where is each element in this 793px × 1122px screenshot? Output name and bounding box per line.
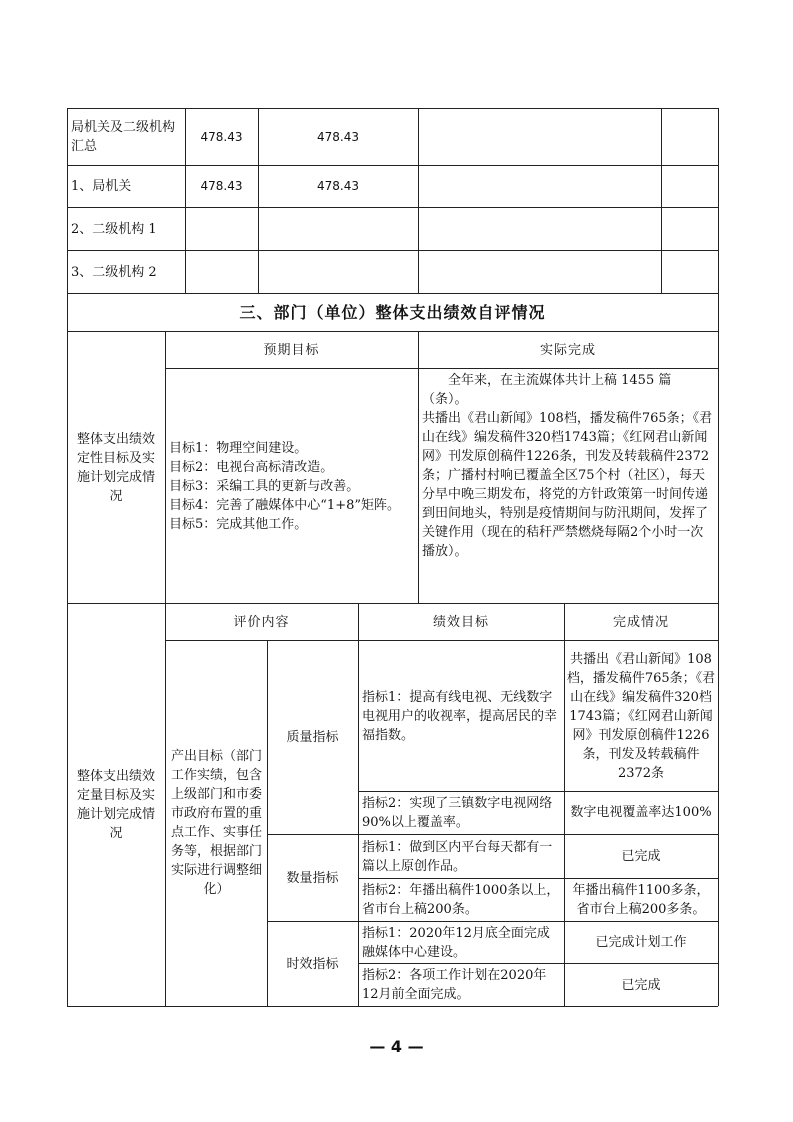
row-value: 478.43 (200, 129, 243, 144)
goal-item: 目标4：完善了融媒体中心“1+8”矩阵。 (169, 497, 400, 513)
indicator-target (362, 835, 562, 878)
row-label: 3、二级机构 2 (71, 264, 157, 280)
indicator-target-text: 指标1：做到区内平台每天都有一篇以上原创作品。 (362, 839, 553, 874)
indicator-result (566, 879, 716, 921)
indicator-result (566, 922, 716, 963)
goal-item: 目标2：电视台高标清改造。 (169, 459, 334, 475)
indicator-result-text: 已完成 (621, 849, 661, 864)
row-value (185, 209, 258, 249)
actual-completion (422, 371, 716, 602)
page-number: — 4 — (369, 1037, 424, 1056)
indicator-target (362, 879, 562, 921)
row-name (71, 252, 183, 292)
qualitative-label (72, 333, 160, 603)
expected-goals-list (169, 370, 416, 602)
content-header: 评价内容 (233, 614, 290, 630)
output-target-label (168, 642, 265, 1004)
indicator-result-text: 共播出《君山新闻》108档，播发稿件765条；《君山在线》编发稿件320档1743篇；《红网君山新闻网》刊发原创稿件1226条，刊发及转载稿件2372条 (566, 651, 716, 781)
indicator-result (566, 964, 716, 1006)
actual-header: 实际完成 (539, 342, 596, 358)
quantitative-label-text: 整体支出绩效定量目标及实施计划完成情况 (76, 769, 155, 841)
indicator-result (566, 792, 716, 833)
row-label: 2、二级机构 1 (71, 221, 157, 237)
timeliness-indicator-label: 时效指标 (286, 956, 339, 972)
quantitative-label (72, 605, 160, 1005)
row-value (258, 209, 418, 249)
indicator-result-text: 已完成计划工作 (595, 935, 687, 950)
row-value (258, 252, 418, 292)
indicator-target-text: 指标2：各项工作计划在2020年12月前全面完成。 (362, 968, 547, 1002)
indicator-result-text: 年播出稿件1100多条，省市台上稿200多条。 (572, 883, 710, 917)
row-value: 478.43 (200, 178, 243, 193)
completion-header: 完成情况 (612, 614, 669, 630)
row-value (185, 252, 258, 292)
actual-intro: 全年来，在主流媒体共计上稿 1455 篇（条）。 (422, 373, 672, 407)
actual-body: 共播出《君山新闻》108档，播发稿件765条；《君山在线》编发稿件320档1743篇；《红网君山新闻网》刊发原创稿件1226条，刊发及转载稿件2372条；广播村村响已覆盖全区75个村（社区），每天分早中晚三期发布，将党的方针政策第一时间传递到田间地头，特别是疫情期间与防汛期间，发挥了关键作用（现在的秸秆严禁燃烧每隔2个小时一次播放）。 (422, 411, 713, 559)
goal-item: 目标5：完成其他工作。 (169, 516, 308, 532)
indicator-target-text: 指标2：年播出稿件1000条以上，省市台上稿200条。 (362, 883, 560, 917)
output-target-text: 产出目标（部门工作实绩，包含上级部门和市委市政府布置的重点工作、实事任务等，根据部门实际进行调整细化） (171, 749, 263, 897)
target-header: 绩效目标 (432, 614, 489, 630)
indicator-target-text: 指标2：实现了三镇数字电视网络90%以上覆盖率。 (362, 795, 553, 830)
row-value: 478.43 (317, 178, 359, 193)
row-value: 478.43 (317, 129, 359, 144)
row-name (71, 112, 183, 162)
indicator-target-text: 指标1：提高有线电视、无线数字电视用户的收视率，提高居民的幸福指数。 (362, 689, 558, 743)
section-title: 三、部门（单位）整体支出绩效自评情况 (239, 303, 546, 322)
indicator-result-text: 已完成 (621, 977, 661, 993)
expected-header: 预期目标 (263, 342, 320, 358)
indicator-target (362, 792, 562, 833)
row-name (71, 209, 183, 249)
indicator-target (362, 922, 562, 963)
indicator-result (566, 835, 716, 878)
row-label: 1、局机关 (71, 178, 132, 194)
quality-indicator-label: 质量指标 (286, 730, 339, 745)
goal-item: 目标3：采编工具的更新与改善。 (169, 478, 360, 494)
qualitative-label-text: 整体支出绩效定性目标及实施计划完成情况 (76, 432, 155, 504)
indicator-result (566, 642, 716, 790)
indicator-target-text: 指标1：2020年12月底全面完成融媒体中心建设。 (362, 925, 550, 960)
row-name (71, 167, 183, 205)
goal-item: 目标1：物理空间建设。 (169, 440, 308, 456)
indicator-target (362, 964, 562, 1006)
indicator-result-text: 数字电视覆盖率达100% (570, 805, 712, 820)
quantity-indicator-label: 数量指标 (286, 870, 339, 886)
row-label: 局机关及二级机构汇总 (71, 120, 176, 154)
indicator-target (362, 642, 562, 790)
